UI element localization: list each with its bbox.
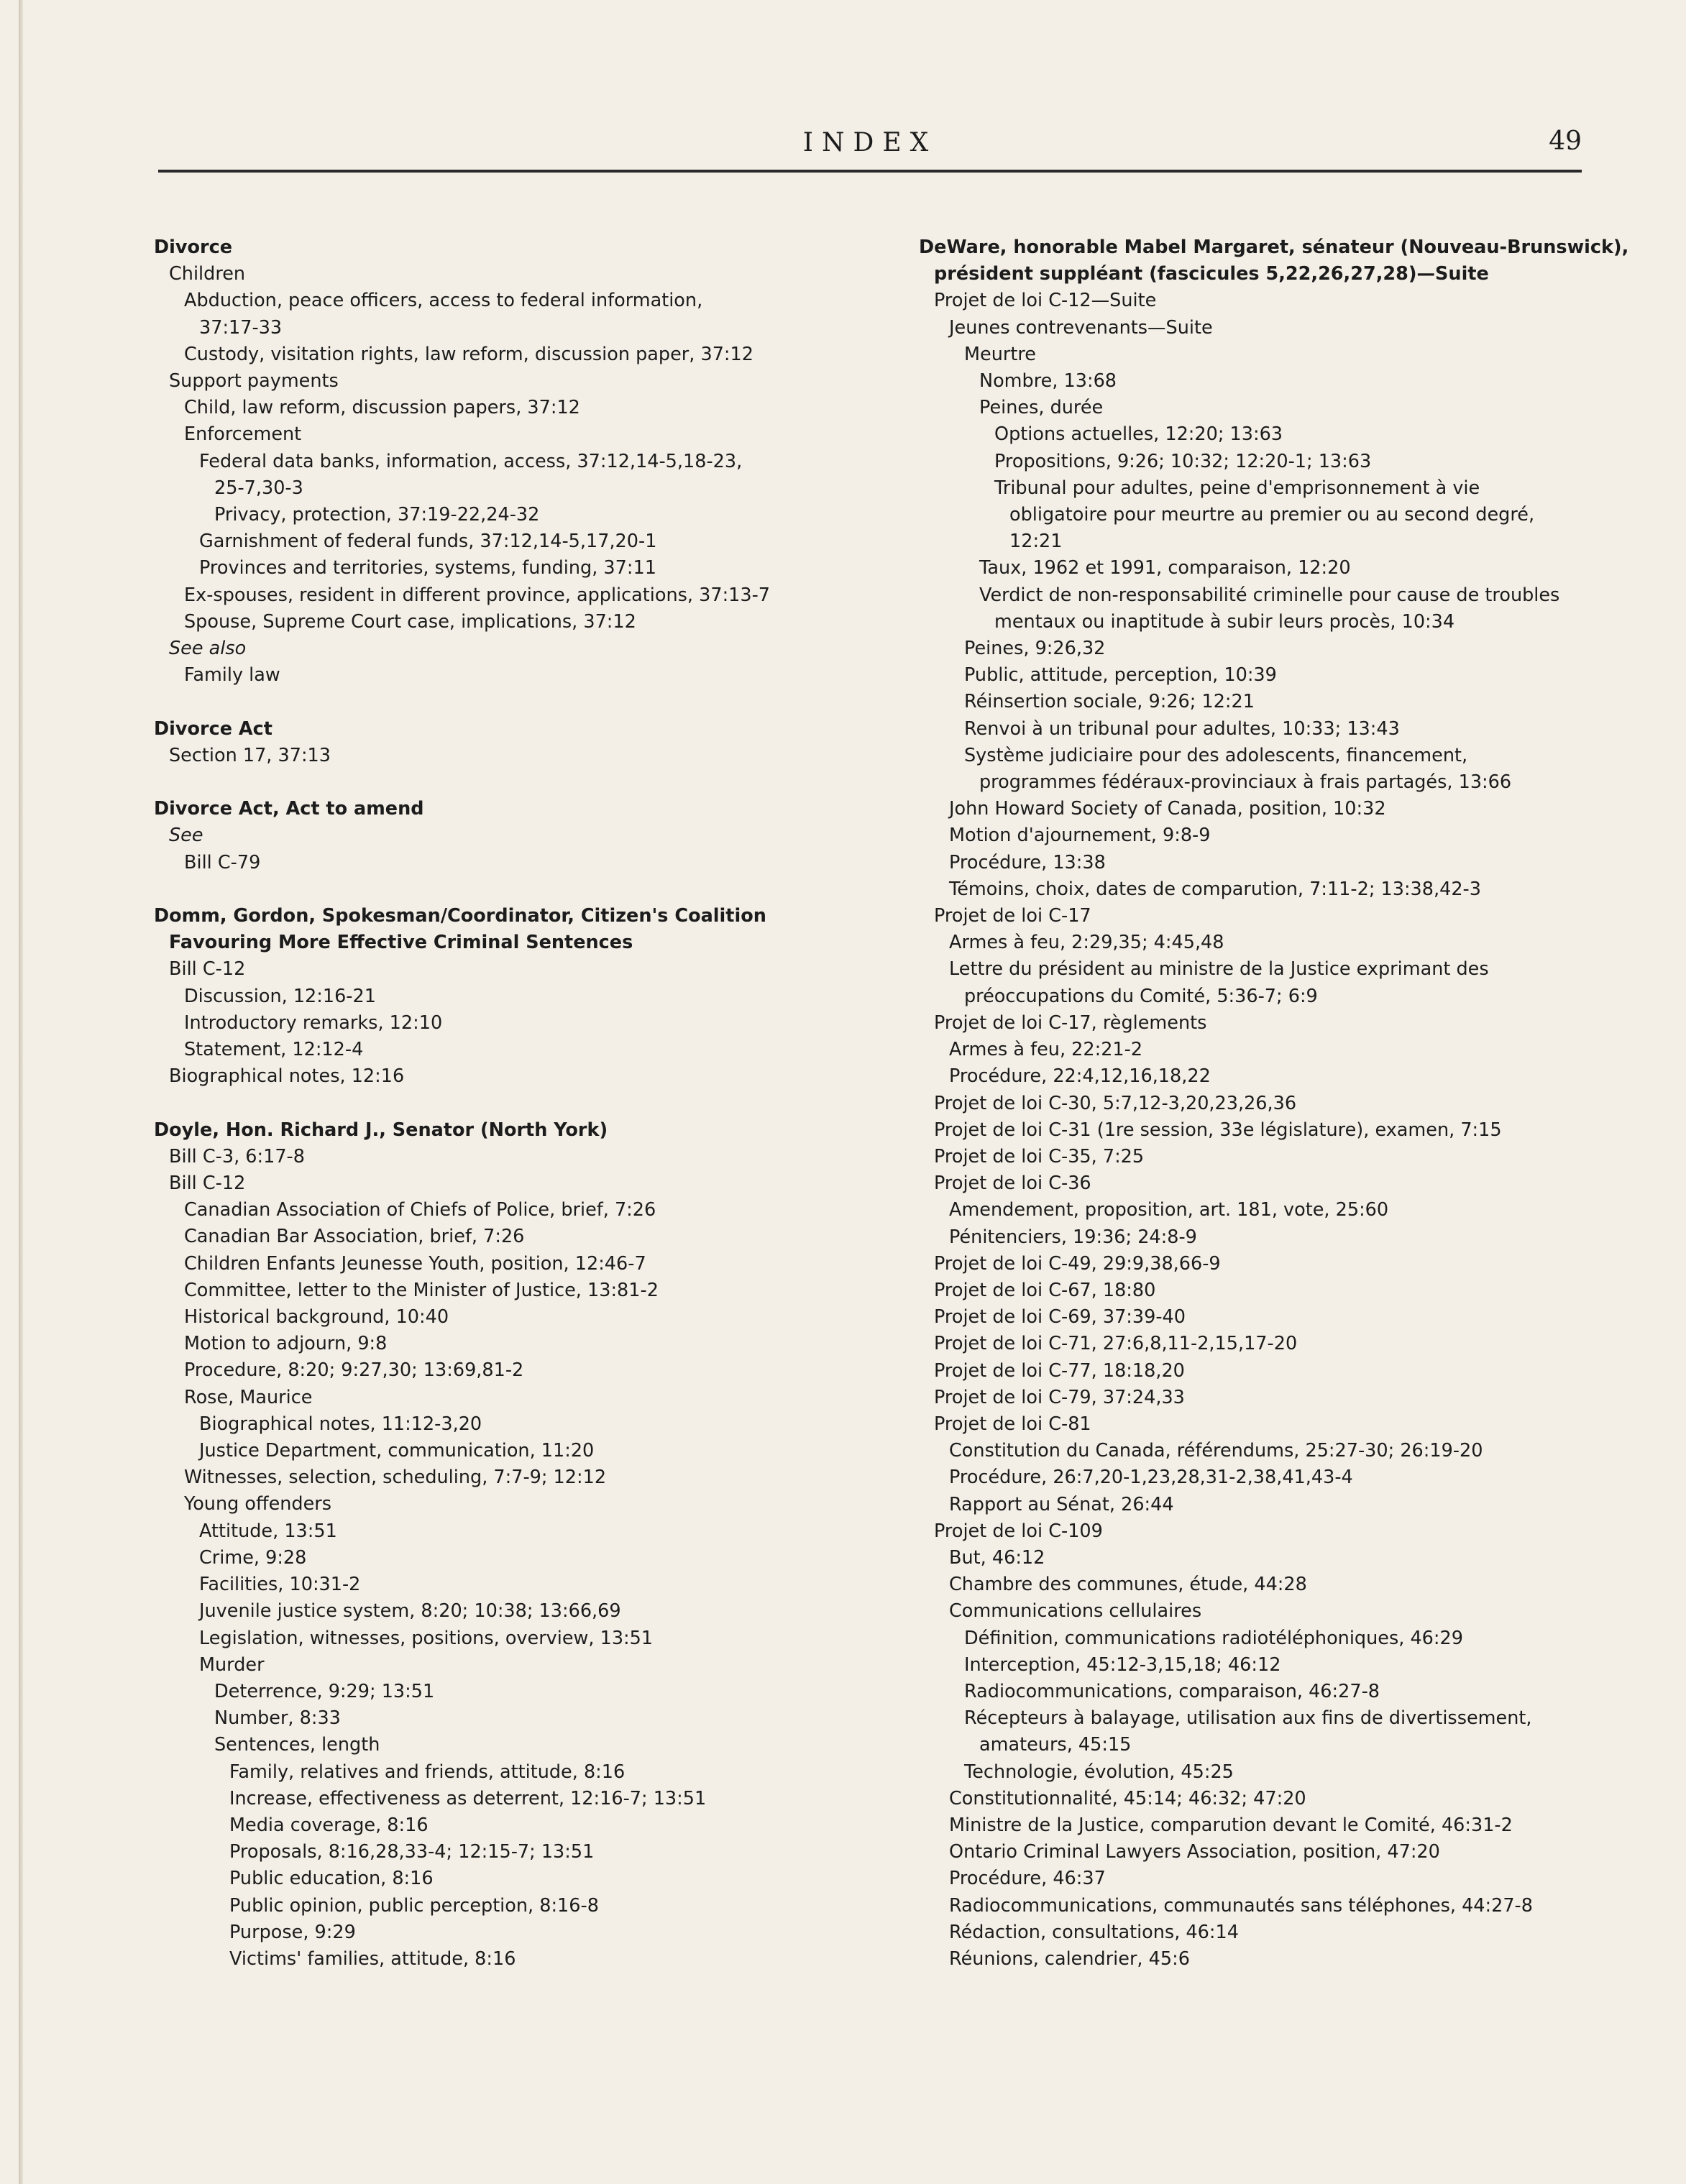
index-subentry: Tribunal pour adultes, peine d'emprisonnement à vie [994, 477, 1480, 499]
index-subentry: Procédure, 13:38 [949, 851, 1106, 873]
index-subentry: Radiocommunications, communautés sans téléphones, 44:27-8 [949, 1894, 1533, 1917]
index-subentry: amateurs, 45:15 [979, 1734, 1132, 1756]
index-subentry: Chambre des communes, étude, 44:28 [949, 1574, 1307, 1596]
index-subentry: Federal data banks, information, access, 37:12,14-5,18-23, [199, 450, 743, 472]
index-subentry: Introductory remarks, 12:10 [184, 1011, 443, 1034]
page-number: 49 [1549, 127, 1582, 156]
index-subentry: Provinces and territories, systems, funding, 37:11 [199, 557, 656, 579]
index-subentry: Proposals, 8:16,28,33-4; 12:15-7; 13:51 [229, 1841, 595, 1863]
index-subentry: Nombre, 13:68 [979, 370, 1117, 393]
index-subentry: Projet de loi C-12—Suite [934, 290, 1157, 312]
index-subentry: Projet de loi C-81 [934, 1413, 1091, 1435]
index-subentry: Family law [184, 664, 280, 687]
index-subentry: Favouring More Effective Criminal Sentences [169, 932, 633, 954]
index-subentry: Motion to adjourn, 9:8 [184, 1333, 388, 1355]
entry-gap [154, 876, 873, 903]
index-subentry: Communications cellulaires [949, 1600, 1202, 1623]
index-subentry: Projet de loi C-69, 37:39-40 [934, 1306, 1186, 1329]
index-subentry: Biographical notes, 12:16 [169, 1065, 405, 1088]
index-subentry: Biographical notes, 11:12-3,20 [199, 1413, 482, 1435]
index-subentry: Increase, effectiveness as deterrent, 12:16-7; 13:51 [229, 1787, 707, 1809]
index-subentry: Projet de loi C-36 [934, 1173, 1091, 1195]
header-rule [158, 170, 1582, 173]
index-subentry: Radiocommunications, comparaison, 46:27-8 [964, 1680, 1380, 1702]
index-subentry: Spouse, Supreme Court case, implications, 37:12 [184, 610, 636, 633]
index-subentry: Rose, Maurice [184, 1386, 313, 1408]
entry-gap [154, 1090, 873, 1116]
index-subentry: Réunions, calendrier, 45:6 [949, 1948, 1190, 1970]
index-subentry: Bill C-79 [184, 851, 261, 873]
index-subentry: 37:17-33 [199, 316, 283, 339]
index-subentry: Bill C-3, 6:17-8 [169, 1145, 305, 1167]
index-subentry: Crime, 9:28 [199, 1546, 307, 1569]
index-subentry: John Howard Society of Canada, position, 10:32 [949, 798, 1386, 820]
index-subentry: Young offenders [184, 1493, 332, 1515]
index-subentry: Deterrence, 9:29; 13:51 [214, 1680, 435, 1702]
index-subentry: Renvoi à un tribunal pour adultes, 10:33; 13:43 [964, 717, 1400, 740]
index-subentry: 12:21 [1009, 531, 1063, 553]
index-subentry: Justice Department, communication, 11:20 [199, 1440, 595, 1462]
index-subentry: Technologie, évolution, 45:25 [964, 1761, 1234, 1783]
index-subentry: Bill C-12 [169, 958, 246, 981]
index-subentry: Amendement, proposition, art. 181, vote, 25:60 [949, 1199, 1389, 1221]
index-subentry: 25-7,30-3 [214, 477, 303, 499]
index-subentry: Ex-spouses, resident in different province, applications, 37:13-7 [184, 584, 771, 606]
index-subentry: président suppléant (fascicules 5,22,26,27,28)—Suite [934, 263, 1489, 285]
entry-gap [154, 769, 873, 796]
index-subentry: Purpose, 9:29 [229, 1921, 356, 1943]
index-subentry: Projet de loi C-35, 7:25 [934, 1145, 1145, 1167]
index-heading: Divorce [154, 237, 233, 258]
index-subentry: Public education, 8:16 [229, 1868, 434, 1890]
index-heading: Divorce Act, Act to amend [154, 798, 424, 820]
index-subentry: Projet de loi C-67, 18:80 [934, 1279, 1156, 1301]
index-subentry: Armes à feu, 22:21-2 [949, 1039, 1143, 1061]
index-subentry: Ministre de la Justice, comparution devant le Comité, 46:31-2 [949, 1814, 1513, 1836]
index-subentry: Victims' families, attitude, 8:16 [229, 1947, 516, 1970]
index-subentry: Projet de loi C-17 [934, 905, 1091, 927]
index-subentry: Children [169, 263, 246, 285]
index-subentry: Discussion, 12:16-21 [184, 985, 376, 1007]
index-subentry: Procédure, 22:4,12,16,18,22 [949, 1065, 1211, 1088]
index-subentry: Verdict de non-responsabilité criminelle pour cause de troubles [979, 584, 1560, 606]
index-subentry: Enforcement [184, 423, 302, 446]
index-subentry: Support payments [169, 370, 339, 393]
index-subentry: Lettre du président au ministre de la Justice exprimant des [949, 958, 1489, 981]
index-subentry: See also [169, 638, 247, 660]
index-subentry: Système judiciaire pour des adolescents, financement, [964, 744, 1468, 766]
index-column-right [919, 234, 1629, 1973]
index-subentry: Legislation, witnesses, positions, overview, 13:51 [199, 1627, 654, 1649]
index-subentry: Murder [199, 1653, 265, 1676]
index-subentry: Children Enfants Jeunesse Youth, position, 12:46-7 [184, 1252, 646, 1275]
index-subentry: Public, attitude, perception, 10:39 [964, 664, 1277, 687]
index-subentry: Meurtre [964, 343, 1036, 365]
index-subentry: Attitude, 13:51 [199, 1520, 337, 1542]
index-column-left [154, 234, 873, 1973]
index-heading: DeWare, honorable Mabel Margaret, sénateur (Nouveau-Brunswick), [919, 237, 1629, 258]
index-subentry: Garnishment of federal funds, 37:12,14-5,17,20-1 [199, 531, 657, 553]
index-subentry: Projet de loi C-30, 5:7,12-3,20,23,26,36 [934, 1092, 1297, 1114]
index-heading: Divorce Act [154, 717, 272, 740]
index-subentry: Rédaction, consultations, 46:14 [949, 1921, 1239, 1943]
index-subentry: Media coverage, 8:16 [229, 1814, 429, 1836]
index-heading: Doyle, Hon. Richard J., Senator (North York) [154, 1119, 608, 1141]
index-subentry: Section 17, 37:13 [169, 744, 331, 766]
running-title: INDEX [802, 128, 938, 157]
index-subentry: Propositions, 9:26; 10:32; 12:20-1; 13:63 [994, 450, 1372, 472]
index-subentry: Options actuelles, 12:20; 13:63 [994, 423, 1283, 446]
index-subentry: mentaux ou inaptitude à subir leurs procès, 10:34 [994, 610, 1455, 633]
index-subentry: Projet de loi C-17, règlements [934, 1011, 1207, 1034]
index-subentry: obligatoire pour meurtre au premier ou au second degré, [1009, 504, 1535, 526]
index-subentry: Projet de loi C-31 (1re session, 33e législature), examen, 7:15 [934, 1119, 1502, 1141]
entry-gap [154, 689, 873, 715]
index-subentry: Définition, communications radiotéléphoniques, 46:29 [964, 1627, 1463, 1649]
index-subentry: See [169, 825, 203, 847]
page-header [158, 127, 1582, 170]
index-subentry: Interception, 45:12-3,15,18; 46:12 [964, 1653, 1281, 1676]
index-subentry: Projet de loi C-109 [934, 1520, 1103, 1542]
index-subentry: Taux, 1962 et 1991, comparaison, 12:20 [979, 557, 1351, 579]
index-subentry: Number, 8:33 [214, 1707, 341, 1730]
index-subentry: Récepteurs à balayage, utilisation aux fins de divertissement, [964, 1707, 1532, 1730]
index-subentry: Custody, visitation rights, law reform, discussion paper, 37:12 [184, 343, 753, 365]
index-subentry: Statement, 12:12-4 [184, 1039, 364, 1061]
index-subentry: Projet de loi C-49, 29:9,38,66-9 [934, 1252, 1221, 1275]
index-subentry: Peines, 9:26,32 [964, 638, 1106, 660]
index-subentry: Projet de loi C-71, 27:6,8,11-2,15,17-20 [934, 1333, 1298, 1355]
index-subentry: Constitutionnalité, 45:14; 46:32; 47:20 [949, 1787, 1306, 1809]
index-subentry: Public opinion, public perception, 8:16-8 [229, 1894, 599, 1917]
index-subentry: Family, relatives and friends, attitude, 8:16 [229, 1761, 626, 1783]
index-subentry: Motion d'ajournement, 9:8-9 [949, 825, 1211, 847]
index-heading: Domm, Gordon, Spokesman/Coordinator, Citizen's Coalition [154, 905, 766, 927]
index-subentry: Armes à feu, 2:29,35; 4:45,48 [949, 932, 1224, 954]
index-subentry: Canadian Association of Chiefs of Police, brief, 7:26 [184, 1199, 656, 1221]
index-subentry: Rapport au Sénat, 26:44 [949, 1493, 1174, 1515]
index-subentry: Pénitenciers, 19:36; 24:8-9 [949, 1226, 1197, 1248]
index-subentry: Jeunes contrevenants—Suite [949, 316, 1213, 339]
index-subentry: Bill C-12 [169, 1173, 246, 1195]
index-subentry: Procédure, 46:37 [949, 1868, 1106, 1890]
index-subentry: Constitution du Canada, référendums, 25:27-30; 26:19-20 [949, 1440, 1483, 1462]
index-subentry: But, 46:12 [949, 1546, 1045, 1569]
index-subentry: Committee, letter to the Minister of Justice, 13:81-2 [184, 1279, 659, 1301]
index-subentry: Témoins, choix, dates de comparution, 7:11-2; 13:38,42-3 [949, 878, 1481, 900]
index-subentry: Projet de loi C-77, 18:18,20 [934, 1359, 1185, 1382]
index-subentry: Sentences, length [214, 1734, 380, 1756]
index-subentry: préoccupations du Comité, 5:36-7; 6:9 [964, 985, 1318, 1007]
index-subentry: Procédure, 26:7,20-1,23,28,31-2,38,41,43-4 [949, 1467, 1353, 1489]
index-subentry: Canadian Bar Association, brief, 7:26 [184, 1226, 525, 1248]
page-binding-edge [19, 0, 23, 2184]
index-subentry: Abduction, peace officers, access to federal information, [184, 290, 703, 312]
index-subentry: Juvenile justice system, 8:20; 10:38; 13:66,69 [199, 1600, 621, 1623]
index-subentry: Réinsertion sociale, 9:26; 12:21 [964, 691, 1255, 713]
index-subentry: Facilities, 10:31-2 [199, 1574, 361, 1596]
index-subentry: Historical background, 10:40 [184, 1306, 449, 1329]
index-subentry: Peines, durée [979, 397, 1104, 419]
index-subentry: Privacy, protection, 37:19-22,24-32 [214, 504, 540, 526]
index-subentry: Child, law reform, discussion papers, 37:12 [184, 397, 580, 419]
index-subentry: Witnesses, selection, scheduling, 7:7-9; 12:12 [184, 1467, 607, 1489]
index-subentry: programmes fédéraux-provinciaux à frais partagés, 13:66 [979, 771, 1512, 794]
index-subentry: Projet de loi C-79, 37:24,33 [934, 1386, 1185, 1408]
index-subentry: Procedure, 8:20; 9:27,30; 13:69,81-2 [184, 1359, 524, 1382]
index-subentry: Ontario Criminal Lawyers Association, position, 47:20 [949, 1841, 1440, 1863]
